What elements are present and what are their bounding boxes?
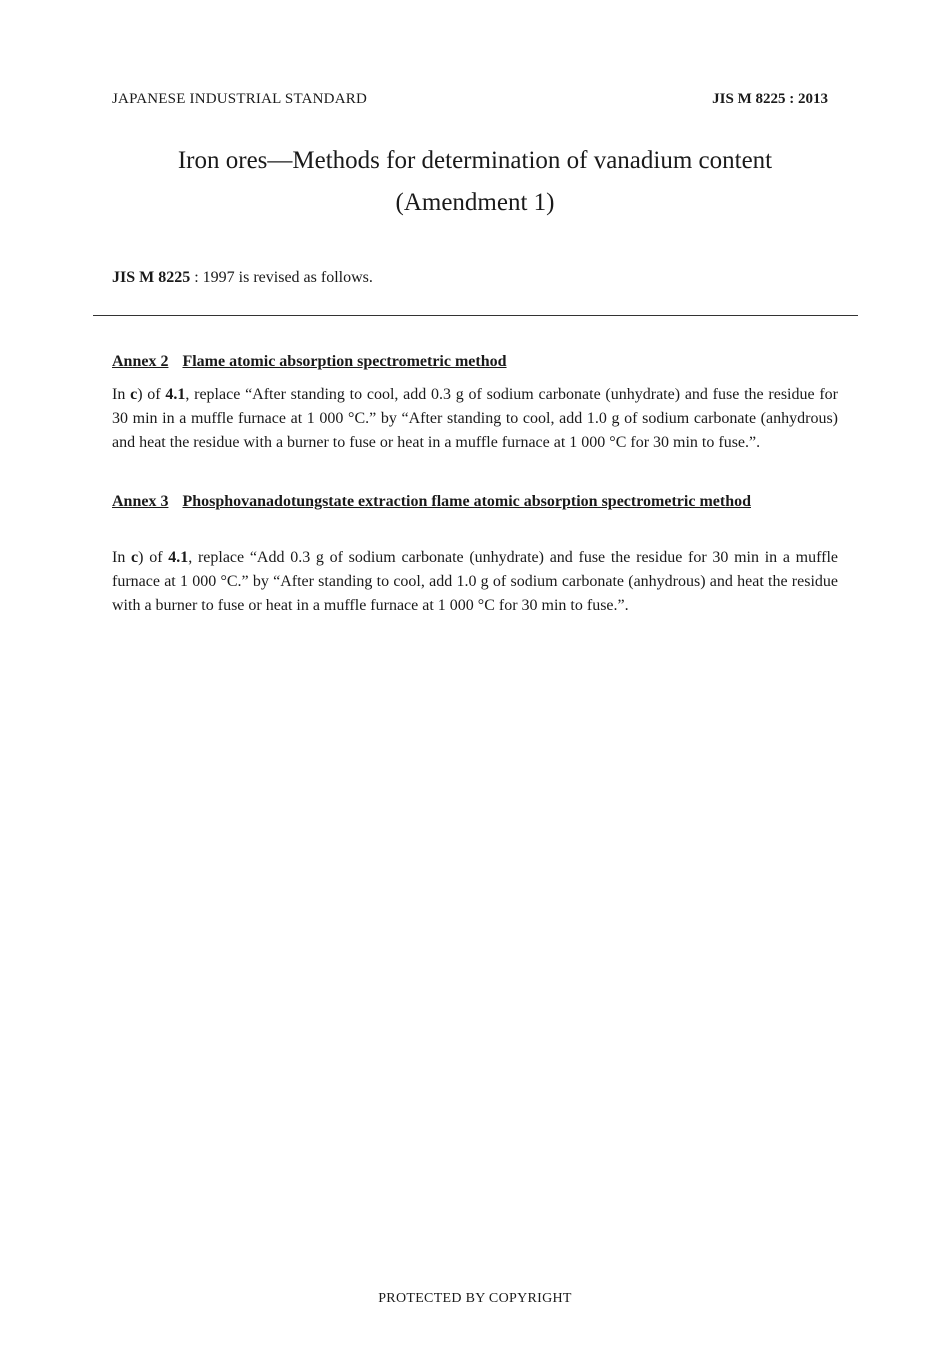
annex-3-title: Phosphovanadotungstate extraction flame atomic absorption spectrometric method <box>182 493 751 510</box>
annex-3-text-in: In <box>112 549 132 566</box>
annex-2-clause: c <box>130 386 138 403</box>
annex-3-text-of: ) of <box>138 549 169 566</box>
document-title <box>95 140 855 224</box>
annex-3-number: Annex 3 <box>112 493 169 510</box>
annex-3-heading <box>112 490 838 514</box>
annex-2-title: Flame atomic absorption spectrometric method <box>182 353 507 370</box>
annex-3-text: , replace “Add 0.3 g of sodium carbonate (unhydrate) and fuse the residue for 30 min in a muffle furnace at 1 000 °C.” by “After standing to cool, add 1.0 g of sodium carbonate (anhydrous) and heat the residue with a burner to fuse or heat in a muffle furnace at 1 000 °C for 30 min to fuse.”. <box>112 549 839 614</box>
title-line-2: (Amendment 1) <box>395 189 555 216</box>
annex-3-clause: c <box>131 549 139 566</box>
annex-2-text-of: ) of <box>137 386 166 403</box>
divider <box>93 315 858 316</box>
standard-number: JIS M 8225 : 2013 <box>712 91 828 107</box>
standard-label: JAPANESE INDUSTRIAL STANDARD <box>112 91 367 107</box>
revision-statement <box>112 269 373 287</box>
annex-3-paragraph <box>112 546 838 618</box>
page-header <box>112 91 828 113</box>
annex-2-number: Annex 2 <box>112 353 169 370</box>
revision-text: : 1997 is revised as follows. <box>190 269 373 286</box>
annex-2-paragraph <box>112 383 838 455</box>
annex-2-text: , replace “After standing to cool, add 0.3 g of sodium carbonate (unhydrate) and fuse the residue for 30 min in a muffle furnace at 1 000 °C.” by “After standing to cool, add 1.0 g of sodium carbonate (anhydrous) and heat the residue with a burner to fuse or heat in a muffle furnace at 1 000 °C for 30 min to fuse.”. <box>112 386 839 451</box>
copyright-footer: PROTECTED BY COPYRIGHT <box>378 1291 572 1306</box>
annex-2-heading <box>112 350 838 374</box>
revision-code: JIS M 8225 <box>112 269 191 286</box>
annex-2-text-in: In <box>112 386 131 403</box>
annex-3-section: 4.1 <box>168 549 189 566</box>
title-line-1: Iron ores—Methods for determination of vanadium content <box>177 147 773 174</box>
annex-2-section: 4.1 <box>165 386 186 403</box>
